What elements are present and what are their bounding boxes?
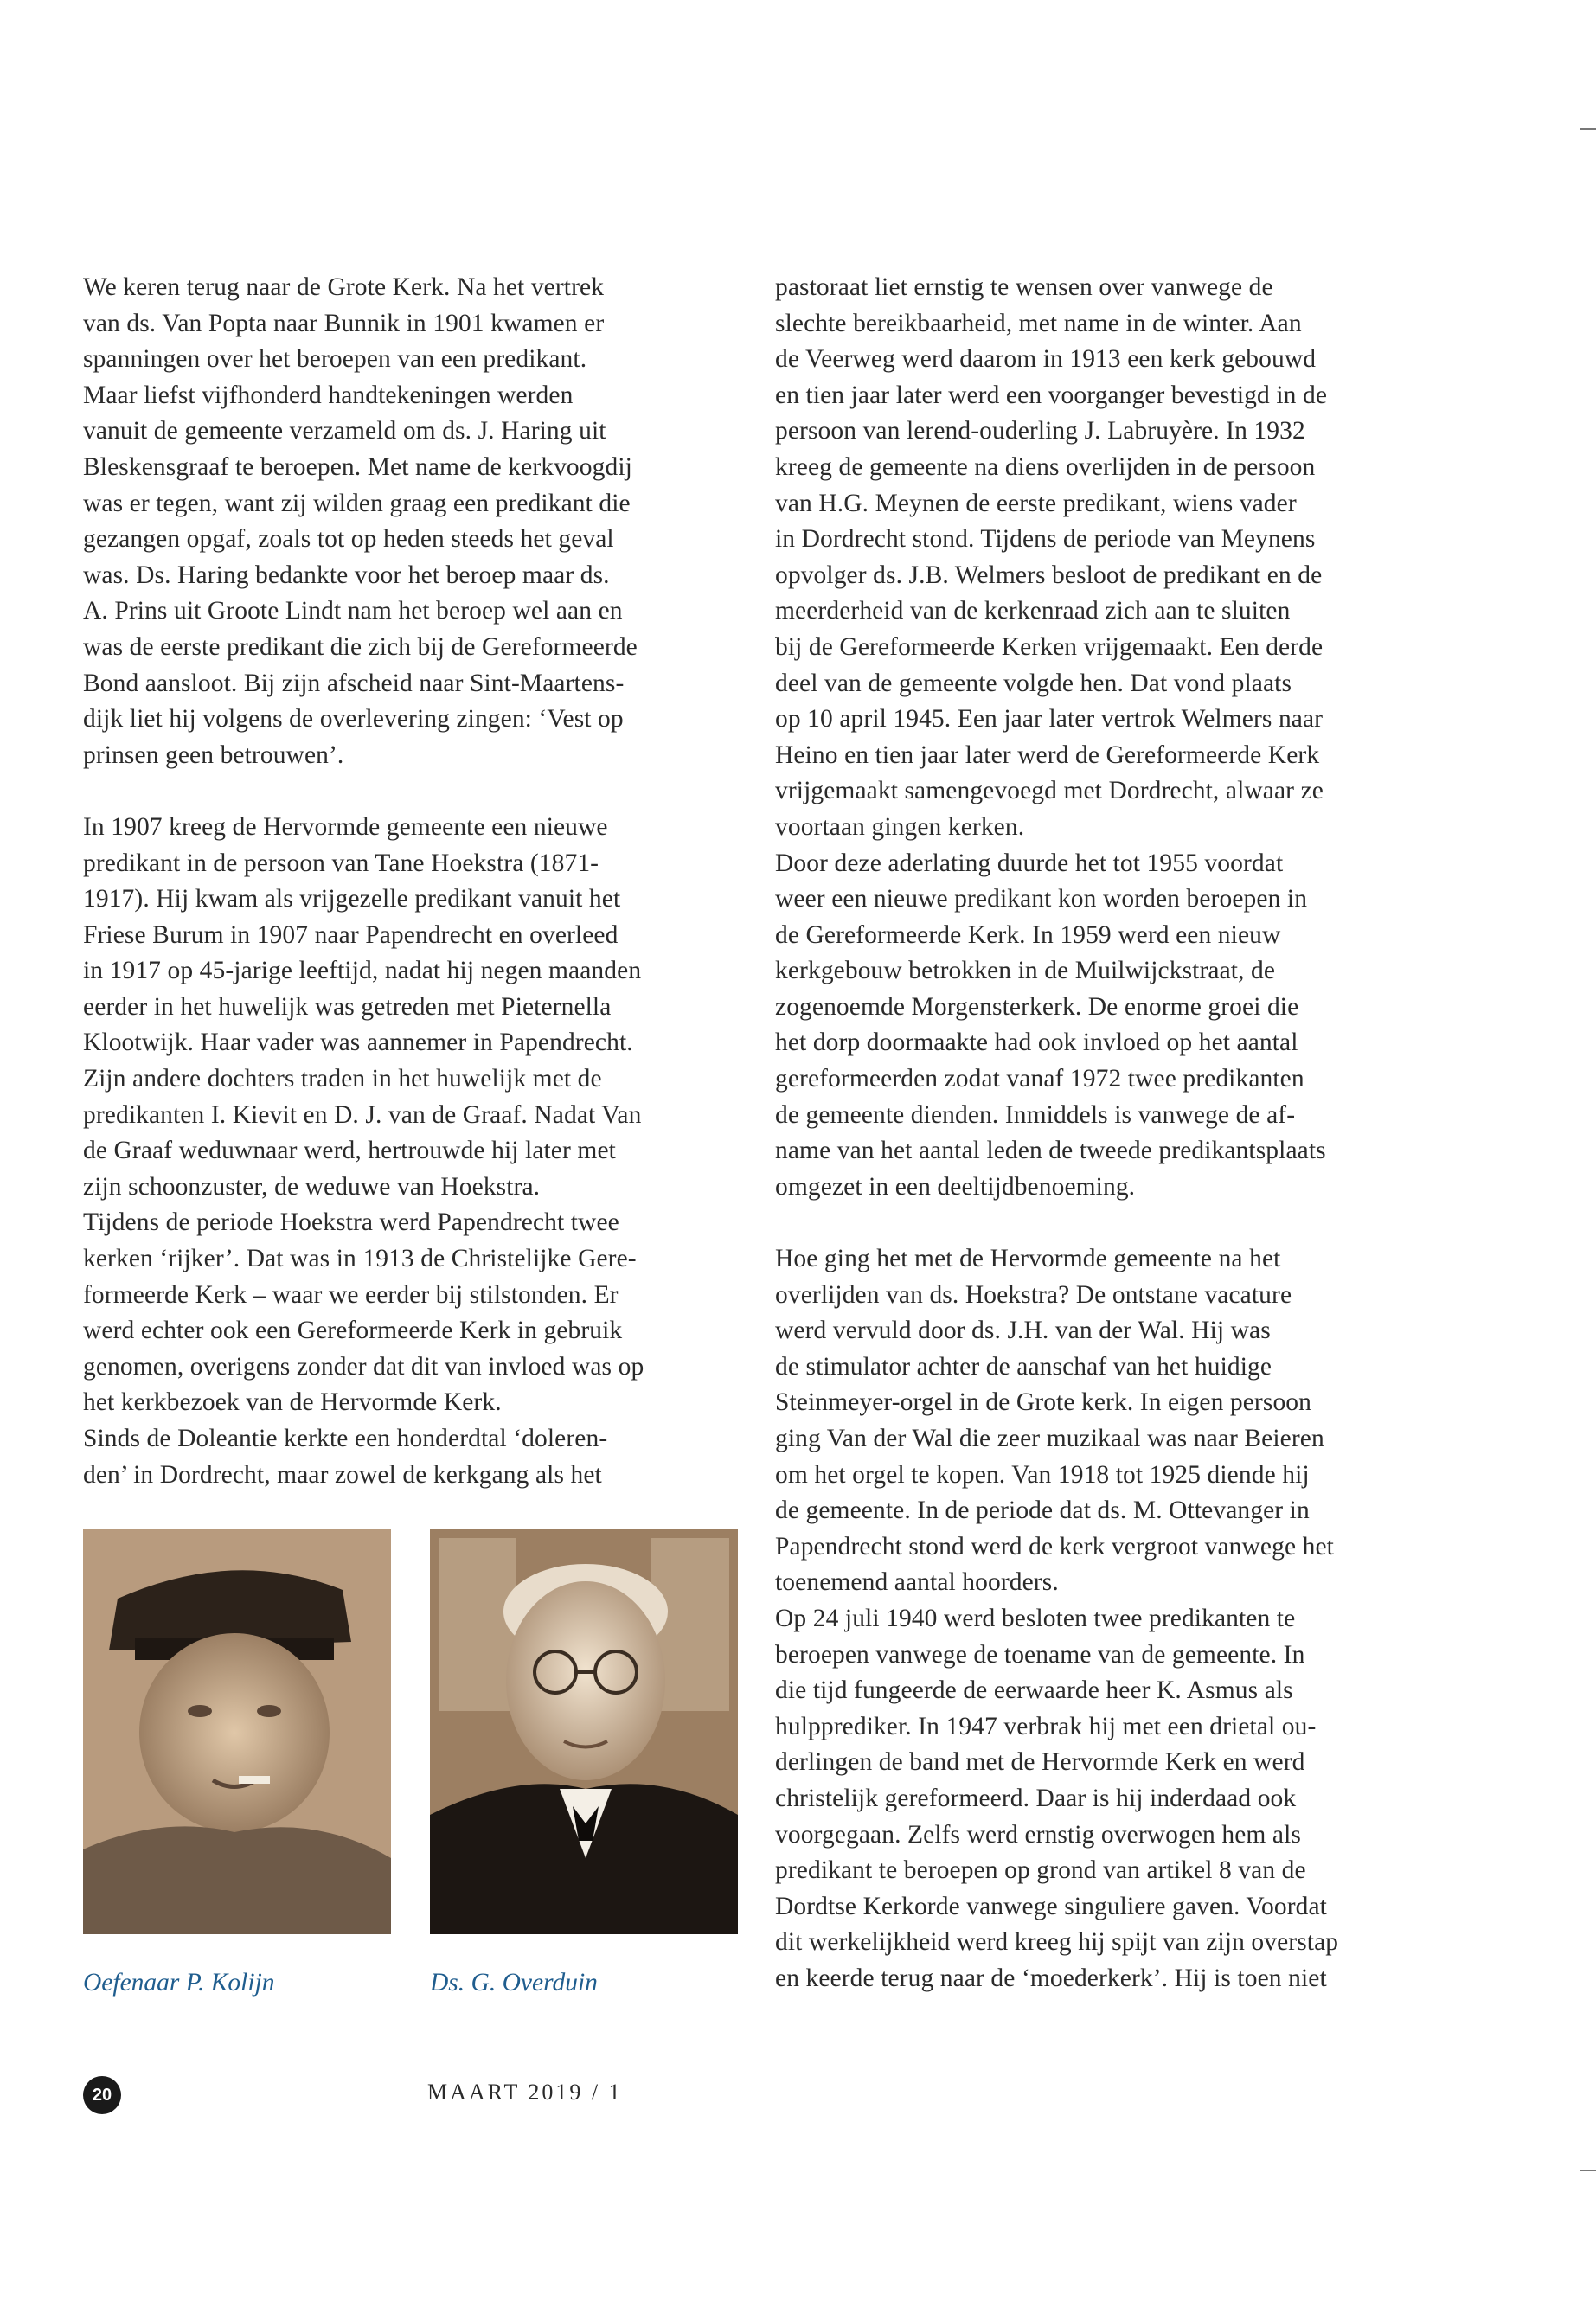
text-line: de gemeente. In de periode dat ds. M. Ottevanger in: [775, 1497, 1310, 1525]
text-line: Dordtse Kerkorde vanwege singuliere gaven. Voordat: [775, 1892, 1327, 1920]
text-line: zijn schoonzuster, de weduwe van Hoekstra.: [83, 1172, 541, 1201]
text-line: pastoraat liet ernstig te wensen over vanwege de: [775, 273, 1273, 301]
text-line: was er tegen, want zij wilden graag een predikant die: [83, 489, 631, 517]
text-line: deel van de gemeente volgde hen. Dat vond plaats: [775, 669, 1292, 697]
text-line: voortaan gingen kerken.: [775, 812, 1025, 841]
paragraph: [775, 1241, 1433, 1997]
text-line: de Graaf weduwnaar werd, hertrouwde hij later met: [83, 1137, 616, 1165]
paragraph-gap: [775, 1205, 1433, 1241]
text-line: om het orgel te kopen. Van 1918 tot 1925 diende hij: [775, 1460, 1310, 1489]
text-line: die tijd fungeerde de eerwaarde heer K. Asmus als: [775, 1676, 1293, 1705]
text-line: ging Van der Wal die zeer muzikaal was naar Beieren: [775, 1425, 1324, 1452]
text-line: Tijdens de periode Hoekstra werd Papendrecht twee: [83, 1208, 619, 1237]
text-line: de Gereformeerde Kerk. In 1959 werd een nieuw: [775, 920, 1281, 949]
text-line: den’ in Dordrecht, maar zowel de kerkgang als het: [83, 1460, 602, 1489]
text-line: zogenoemde Morgensterkerk. De enorme groei die: [775, 992, 1299, 1021]
text-line: Sinds de Doleantie kerkte een honderdtal ‘doleren-: [83, 1425, 608, 1452]
text-line: dit werkelijkheid werd kreeg hij spijt van zijn overstap: [775, 1928, 1339, 1957]
text-line: Maar liefst vijfhonderd handtekeningen werden: [83, 381, 574, 409]
text-line: werd vervuld door ds. J.H. van der Wal. Hij was: [775, 1317, 1271, 1345]
text-line: Zijn andere dochters traden in het huwelijk met de: [83, 1065, 602, 1093]
text-line: A. Prins uit Groote Lindt nam het beroep wel aan en: [83, 597, 623, 625]
text-line: op 10 april 1945. Een jaar later vertrok Welmers naar: [775, 705, 1324, 734]
text-line: en keerde terug naar de ‘moederkerk’. Hij is toen niet: [775, 1964, 1327, 1992]
text-line: beroepen vanwege de toename van de gemeente. In: [775, 1640, 1305, 1669]
text-line: predikanten I. Kievit en D. J. van de Graaf. Nadat Van: [83, 1100, 642, 1129]
text-line: christelijk gereformeerd. Daar is hij inderdaad ook: [775, 1784, 1297, 1812]
text-line: was. Ds. Haring bedankte voor het beroep maar ds.: [83, 561, 610, 589]
text-line: Hoe ging het met de Hervormde gemeente na het: [775, 1245, 1281, 1273]
photo-caption-kolijn: Oefenaar P. Kolijn: [83, 1969, 275, 1997]
crop-mark-top-right: [1580, 128, 1596, 130]
text-line: formeerde Kerk – waar we eerder bij stilstonden. Er: [83, 1280, 619, 1309]
text-line: Bond aansloot. Bij zijn afscheid naar Sint-Maartens-: [83, 669, 625, 697]
text-line: spanningen over het beroepen van een predikant.: [83, 345, 587, 374]
text-line: persoon van lerend-ouderling J. Labruyère. In 1932: [775, 417, 1305, 445]
text-line: meerderheid van de kerkenraad zich aan te sluiten: [775, 597, 1291, 625]
text-line: Papendrecht stond werd de kerk vergroot vanwege het: [775, 1532, 1334, 1561]
text-line: Door deze aderlating duurde het tot 1955 voordat: [775, 849, 1284, 877]
text-line: dijk liet hij volgens de overlevering zingen: ‘Vest op: [83, 705, 624, 734]
text-line: het kerkbezoek van de Hervormde Kerk.: [83, 1388, 502, 1417]
portrait-man-glasses-image: [430, 1529, 738, 1934]
text-line: bij de Gereformeerde Kerken vrijgemaakt. Een derde: [775, 632, 1324, 661]
text-line: vrijgemaakt samengevoegd met Dordrecht, alwaar ze: [775, 777, 1324, 805]
page-number: 20: [83, 2076, 121, 2114]
text-line: Op 24 juli 1940 werd besloten twee predikanten te: [775, 1604, 1296, 1632]
paragraph: [775, 270, 1433, 1205]
left-column: [83, 270, 740, 1493]
text-line: overlijden van ds. Hoekstra? De ontstane vacature: [775, 1280, 1292, 1309]
text-line: het dorp doormaakte had ook invloed op het aantal: [775, 1029, 1298, 1057]
text-line: name van het aantal leden de tweede predikantsplaats: [775, 1137, 1326, 1165]
portrait-man-cap-image: [83, 1529, 391, 1934]
text-line: gereformeerden zodat vanaf 1972 twee predikanten: [775, 1065, 1304, 1093]
text-line: kerken ‘rijker’. Dat was in 1913 de Christelijke Gere-: [83, 1245, 637, 1273]
text-line: werd echter ook een Gereformeerde Kerk in gebruik: [83, 1317, 623, 1345]
text-line: de Veerweg werd daarom in 1913 een kerk gebouwd: [775, 345, 1317, 374]
photo-caption-overduin: Ds. G. Overduin: [430, 1969, 598, 1997]
text-line: was de eerste predikant die zich bij de Gereformeerde: [83, 632, 638, 661]
text-line: 1917). Hij kwam als vrijgezelle predikant vanuit het: [83, 885, 621, 913]
text-line: hulpprediker. In 1947 verbrak hij met een drietal ou-: [775, 1712, 1317, 1740]
text-line: kerkgebouw betrokken in de Muilwijckstraat, de: [775, 957, 1276, 985]
text-line: In 1907 kreeg de Hervormde gemeente een nieuwe: [83, 812, 608, 841]
text-line: en tien jaar later werd een voorganger bevestigd in de: [775, 381, 1328, 409]
crop-mark-bottom-right: [1580, 2170, 1596, 2171]
text-line: prinsen geen betrouwen’.: [83, 740, 344, 769]
paragraph: [83, 270, 740, 773]
text-line: weer een nieuwe predikant kon worden beroepen in: [775, 885, 1308, 913]
text-line: omgezet in een deeltijdbenoeming.: [775, 1172, 1136, 1201]
text-line: predikant te beroepen op grond van artikel 8 van de: [775, 1856, 1306, 1885]
text-line: eerder in het huwelijk was getreden met Pieternella: [83, 992, 612, 1021]
paragraph: [83, 810, 740, 1493]
text-line: We keren terug naar de Grote Kerk. Na het vertrek: [83, 273, 605, 301]
text-line: slechte bereikbaarheid, met name in de winter. Aan: [775, 309, 1302, 337]
text-line: kreeg de gemeente na diens overlijden in de persoon: [775, 452, 1316, 481]
right-column: [775, 270, 1433, 1997]
text-line: predikant in de persoon van Tane Hoekstra (1871-: [83, 849, 599, 877]
issue-label: MAART 2019 / 1: [427, 2080, 623, 2105]
text-line: opvolger ds. J.B. Welmers besloot de predikant en de: [775, 561, 1323, 589]
text-line: in 1917 op 45-jarige leeftijd, nadat hij negen maanden: [83, 957, 642, 985]
text-line: van ds. Van Popta naar Bunnik in 1901 kwamen er: [83, 309, 605, 337]
text-line: Steinmeyer-orgel in de Grote kerk. In eigen persoon: [775, 1388, 1311, 1417]
text-line: gezangen opgaf, zoals tot op heden steeds het geval: [83, 525, 614, 554]
text-line: Heino en tien jaar later werd de Gereformeerde Kerk: [775, 740, 1320, 769]
text-line: vanuit de gemeente verzameld om ds. J. Haring uit: [83, 417, 606, 445]
text-line: de gemeente dienden. Inmiddels is vanwege de af-: [775, 1100, 1296, 1129]
text-line: voorgegaan. Zelfs werd ernstig overwogen hem als: [775, 1820, 1301, 1849]
text-line: toenemend aantal hoorders.: [775, 1568, 1059, 1597]
text-line: genomen, overigens zonder dat dit van invloed was op: [83, 1352, 644, 1381]
paragraph-gap: [83, 773, 740, 810]
text-line: in Dordrecht stond. Tijdens de periode van Meynens: [775, 525, 1316, 554]
text-line: Friese Burum in 1907 naar Papendrecht en overleed: [83, 920, 619, 949]
text-line: de stimulator achter de aanschaf van het huidige: [775, 1352, 1272, 1381]
photo-overduin: [430, 1529, 738, 1934]
photo-kolijn: [83, 1529, 391, 1934]
text-line: van H.G. Meynen de eerste predikant, wiens vader: [775, 489, 1297, 517]
text-line: Bleskensgraaf te beroepen. Met name de kerkvoogdij: [83, 452, 632, 481]
text-line: derlingen de band met de Hervormde Kerk en werd: [775, 1748, 1305, 1777]
text-line: Klootwijk. Haar vader was aannemer in Papendrecht.: [83, 1029, 633, 1057]
